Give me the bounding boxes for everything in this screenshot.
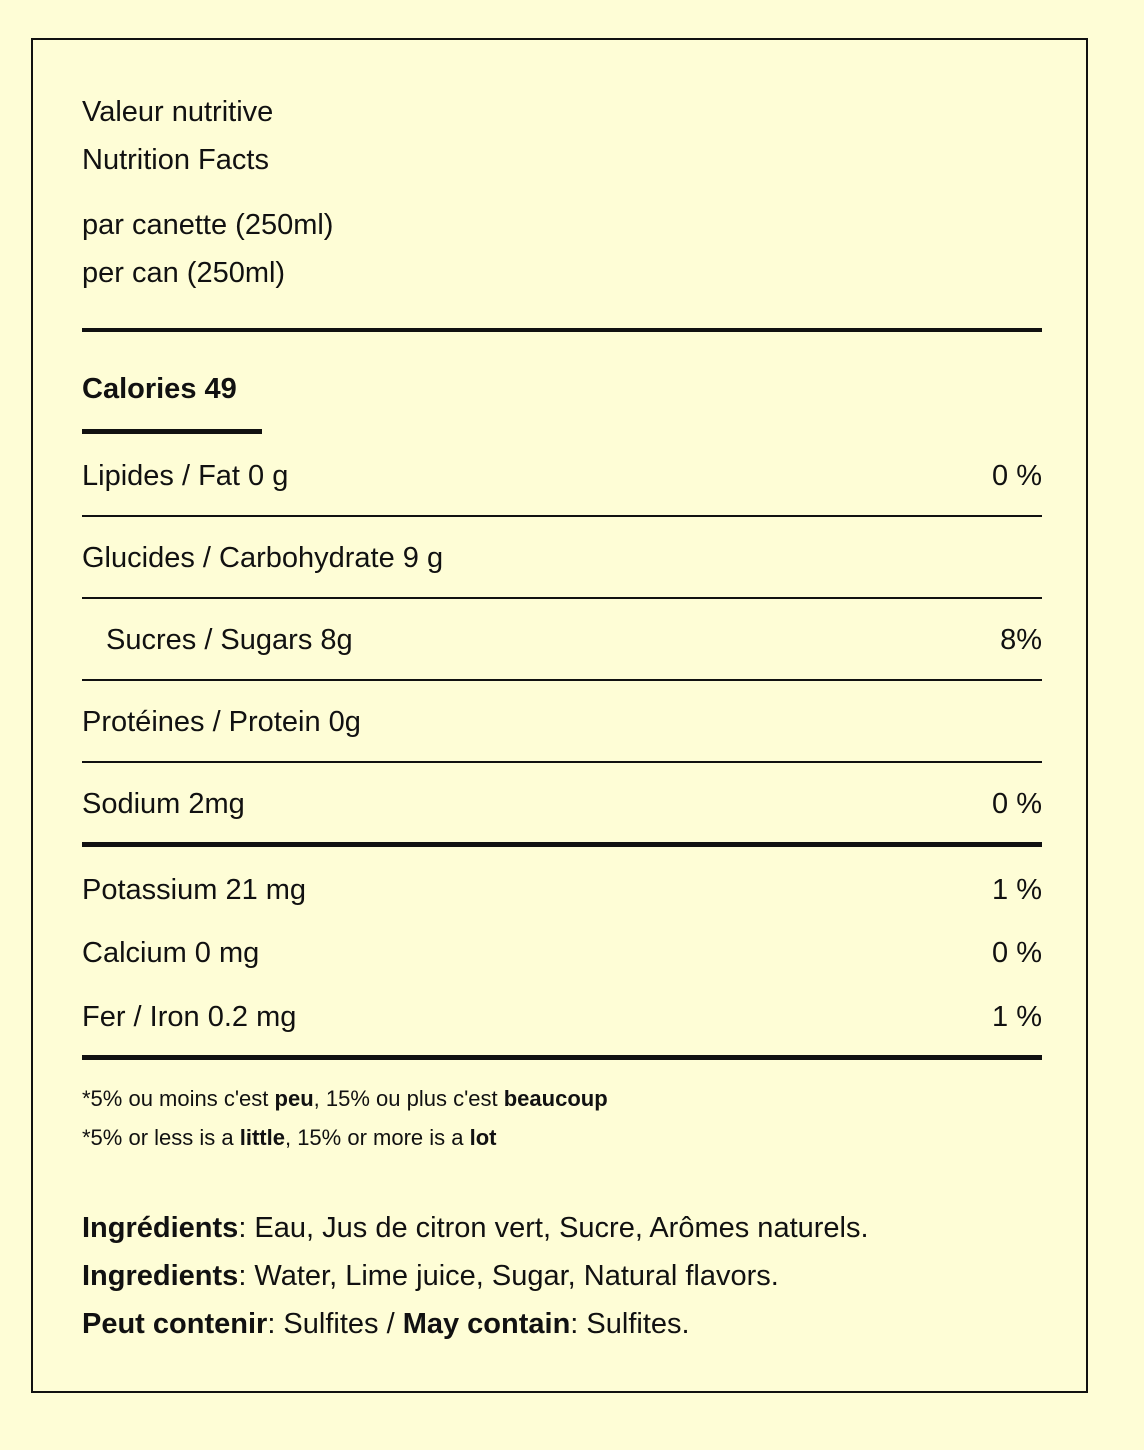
nutrient-row-sugars xyxy=(82,620,1042,660)
nutrient-daily-value: 0 % xyxy=(992,937,1042,969)
nutrient-row-iron xyxy=(82,997,1042,1037)
nutrient-daily-value: 0 % xyxy=(992,788,1042,820)
footnote-english xyxy=(82,1124,497,1152)
calories: Calories 49 xyxy=(82,373,237,405)
ingredients-list: : Eau, Jus de citron vert, Sucre, Arômes naturels. xyxy=(238,1212,869,1244)
ingredients-french xyxy=(82,1210,869,1246)
serving-size-french: par canette (250ml) xyxy=(82,209,334,241)
calories-underline xyxy=(82,429,262,434)
row-divider xyxy=(82,679,1042,681)
nutrient-row-carbohydrate xyxy=(82,538,1042,578)
nutrient-daily-value: 8% xyxy=(1000,624,1042,656)
may-contain-label-english: May contain xyxy=(402,1308,571,1340)
footnote-emphasis: peu xyxy=(274,1086,314,1111)
nutrient-row-fat xyxy=(82,456,1042,496)
thick-divider xyxy=(82,842,1042,847)
ingredients-list: : Water, Lime juice, Sugar, Natural flavors. xyxy=(238,1260,779,1292)
footnote-text: *5% or less is a xyxy=(82,1125,240,1150)
row-divider xyxy=(82,597,1042,599)
row-divider xyxy=(82,761,1042,763)
ingredients-label: Ingrédients xyxy=(82,1212,239,1244)
nutrient-name: Calcium 0 mg xyxy=(82,937,260,969)
footnote-french xyxy=(82,1085,608,1113)
nutrient-daily-value: 0 % xyxy=(992,460,1042,492)
nutrient-name: Lipides / Fat 0 g xyxy=(82,460,289,492)
title-french: Valeur nutritive xyxy=(82,96,274,128)
nutrient-name: Glucides / Carbohydrate 9 g xyxy=(82,542,444,574)
footnote-text: , 15% ou plus c'est xyxy=(313,1086,504,1111)
nutrient-row-protein xyxy=(82,702,1042,742)
row-divider xyxy=(82,515,1042,517)
footnote-text: , 15% or more is a xyxy=(284,1125,470,1150)
allergen-text: : Sulfites / xyxy=(267,1308,403,1340)
nutrient-name: Potassium 21 mg xyxy=(82,874,307,906)
nutrient-row-sodium xyxy=(82,784,1042,824)
may-contain-label-french: Peut contenir xyxy=(82,1308,268,1340)
nutrient-name: Fer / Iron 0.2 mg xyxy=(82,1001,297,1033)
thick-divider xyxy=(82,328,1042,332)
nutrient-name: Sucres / Sugars 8g xyxy=(106,624,353,656)
nutrient-name: Protéines / Protein 0g xyxy=(82,706,361,738)
allergen-statement xyxy=(82,1306,690,1342)
nutrition-facts-label xyxy=(31,38,1088,1393)
nutrient-row-potassium xyxy=(82,870,1042,910)
ingredients-english xyxy=(82,1258,779,1294)
title-english: Nutrition Facts xyxy=(82,144,269,176)
nutrient-row-calcium xyxy=(82,933,1042,973)
allergen-text: : Sulfites. xyxy=(570,1308,690,1340)
nutrient-name: Sodium 2mg xyxy=(82,788,245,820)
ingredients-label: Ingredients xyxy=(82,1260,239,1292)
serving-size-english: per can (250ml) xyxy=(82,257,286,289)
footnote-emphasis: little xyxy=(239,1125,285,1150)
nutrient-daily-value: 1 % xyxy=(992,874,1042,906)
footnote-emphasis: beaucoup xyxy=(503,1086,608,1111)
footnote-text: *5% ou moins c'est xyxy=(82,1086,275,1111)
nutrient-daily-value: 1 % xyxy=(992,1001,1042,1033)
thick-divider xyxy=(82,1055,1042,1060)
footnote-emphasis: lot xyxy=(469,1125,497,1150)
